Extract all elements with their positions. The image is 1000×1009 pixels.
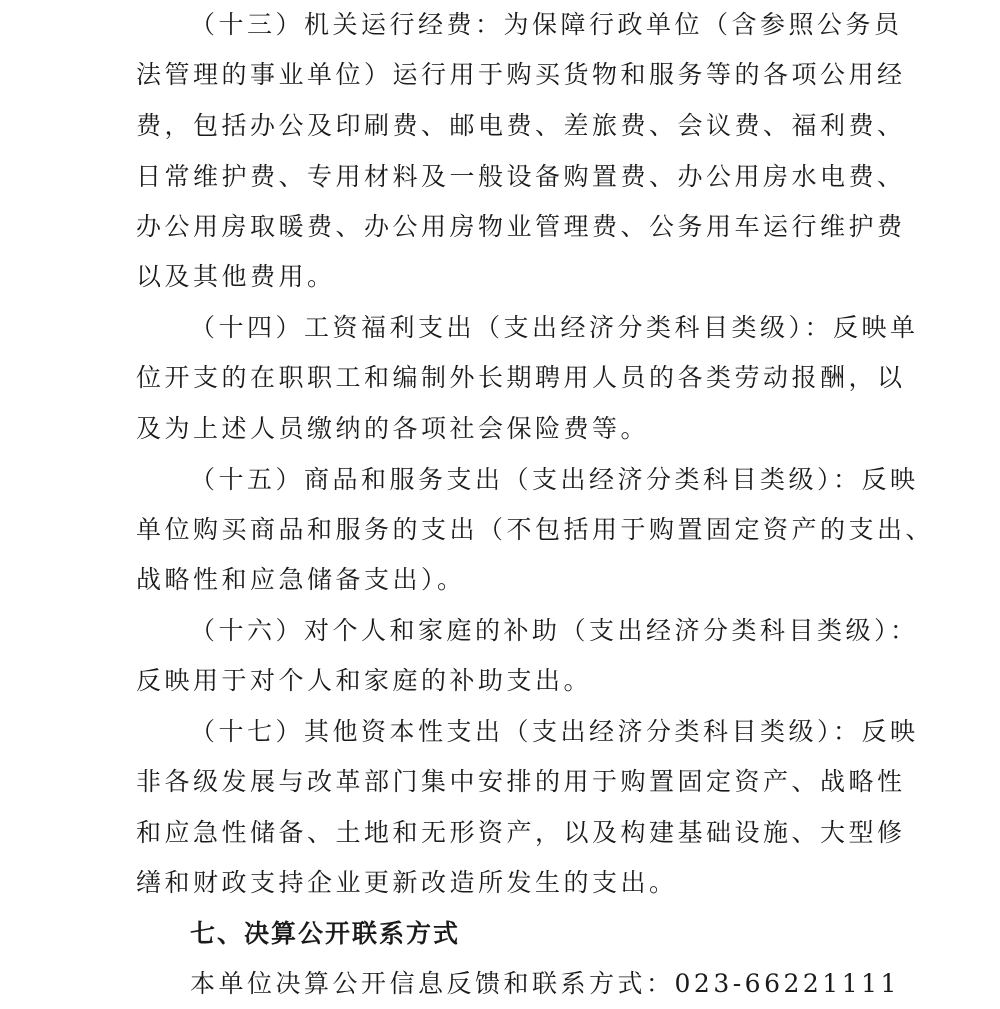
item-17-line-2: 非各级发展与改革部门集中安排的用于购置固定资产、战略性 — [136, 767, 906, 796]
item-17-line-1: （十七）其他资本性支出（支出经济分类科目类级）：反映 — [190, 717, 919, 746]
item-13-line-1: （十三）机关运行经费：为保障行政单位（含参照公务员 — [190, 10, 903, 39]
item-14-line-2: 位开支的在职职工和编制外长期聘用人员的各类劳动报酬，以 — [136, 363, 906, 392]
item-15-line-1: （十五）商品和服务支出（支出经济分类科目类级）：反映 — [190, 465, 919, 494]
item-13-line-4: 日常维护费、专用材料及一般设备购置费、办公用房水电费、 — [136, 162, 906, 191]
item-13-line-2: 法管理的事业单位）运行用于购买货物和服务等的各项公用经 — [136, 60, 906, 89]
item-17-line-3: 和应急性储备、土地和无形资产，以及构建基础设施、大型修 — [136, 818, 906, 847]
item-14-line-3: 及为上述人员缴纳的各项社会保险费等。 — [136, 414, 650, 443]
item-15-line-2: 单位购买商品和服务的支出（不包括用于购置固定资产的支出、 — [136, 515, 935, 544]
item-15-line-3: 战略性和应急储备支出）。 — [136, 565, 466, 594]
item-17-line-4: 缮和财政支持企业更新改造所发生的支出。 — [136, 868, 678, 897]
item-13-line-5: 办公用房取暖费、办公用房物业管理费、公务用车运行维护费 — [136, 212, 906, 241]
item-13-line-6: 以及其他费用。 — [136, 262, 336, 291]
item-14-line-1: （十四）工资福利支出（支出经济分类科目类级）：反映单 — [190, 313, 919, 342]
item-16-line-2: 反映用于对个人和家庭的补助支出。 — [136, 666, 593, 695]
contact-line: 本单位决算公开信息反馈和联系方式：023-66221111 — [190, 969, 900, 998]
item-13-line-3: 费，包括办公及印刷费、邮电费、差旅费、会议费、福利费、 — [136, 111, 906, 140]
item-16-line-1: （十六）对个人和家庭的补助（支出经济分类科目类级）： — [190, 616, 919, 645]
section-heading: 七、决算公开联系方式 — [190, 919, 461, 948]
